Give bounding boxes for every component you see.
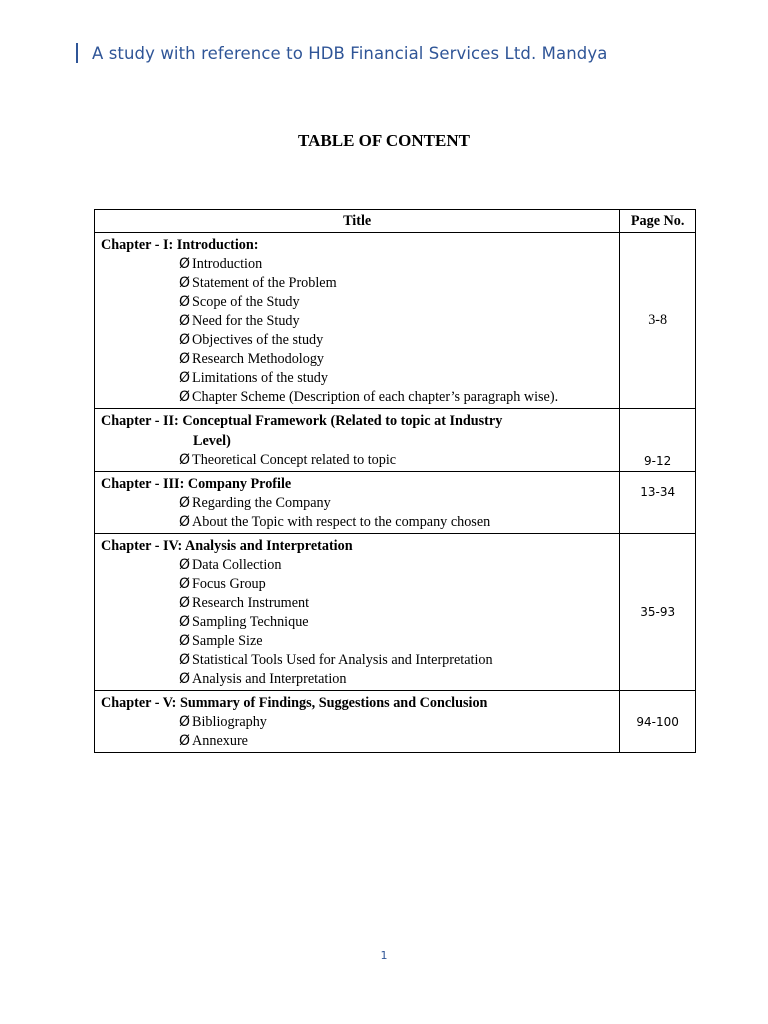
bullet-icon: Ø: [179, 351, 191, 367]
chapter-cell: [95, 472, 620, 534]
list-item: [101, 594, 619, 613]
header-accent-bar: [76, 43, 78, 63]
list-item: [101, 732, 619, 751]
list-item: [101, 369, 619, 388]
item-label: Chapter Scheme (Description of each chapter’s paragraph wise).: [192, 389, 559, 405]
bullet-icon: Ø: [179, 256, 191, 272]
list-item: [101, 575, 619, 594]
list-item: [101, 451, 619, 470]
bullet-icon: Ø: [179, 313, 191, 329]
item-label: Research Instrument: [192, 595, 310, 611]
list-item: [101, 513, 619, 532]
bullet-icon: Ø: [179, 557, 191, 573]
item-label: Bibliography: [192, 714, 267, 730]
bullet-icon: Ø: [179, 275, 191, 291]
chapter-title: Chapter - II: Conceptual Framework (Related to topic at Industry: [101, 413, 503, 429]
item-label: Theoretical Concept related to topic: [192, 452, 397, 468]
chapter-title: Chapter - III: Company Profile: [101, 476, 292, 492]
item-label: About the Topic with respect to the company chosen: [192, 514, 491, 530]
list-item: [101, 331, 619, 350]
bullet-icon: Ø: [179, 595, 191, 611]
item-label: Statistical Tools Used for Analysis and Interpretation: [192, 652, 493, 668]
page-range: 13-34: [620, 472, 696, 534]
bullet-icon: Ø: [179, 652, 191, 668]
list-item: [101, 613, 619, 632]
list-item: [101, 293, 619, 312]
list-item: [101, 350, 619, 369]
item-label: Sample Size: [192, 633, 263, 649]
header-text: A study with reference to HDB Financial Services Ltd. Mandya: [92, 43, 608, 63]
title-column-header: Title: [95, 210, 620, 233]
bullet-icon: Ø: [179, 495, 191, 511]
table-row: [95, 233, 696, 409]
page-range: 35-93: [620, 534, 696, 691]
list-item: [101, 274, 619, 293]
page-column-header: Page No.: [620, 210, 696, 233]
item-label: Annexure: [192, 733, 248, 749]
chapter-cell: [95, 409, 620, 472]
list-item: [101, 632, 619, 651]
table-row: [95, 691, 696, 753]
bullet-icon: Ø: [179, 576, 191, 592]
page-range: 9-12: [620, 409, 696, 472]
table-row: [95, 472, 696, 534]
bullet-icon: Ø: [179, 633, 191, 649]
chapter-cell: [95, 691, 620, 753]
item-label: Analysis and Interpretation: [192, 671, 347, 687]
item-label: Limitations of the study: [192, 370, 328, 386]
item-label: Need for the Study: [192, 313, 300, 329]
bullet-icon: Ø: [179, 370, 191, 386]
bullet-icon: Ø: [179, 294, 191, 310]
table-header-row: [95, 210, 696, 233]
bullet-icon: Ø: [179, 452, 191, 468]
item-label: Data Collection: [192, 557, 282, 573]
list-item: [101, 255, 619, 274]
page-range: 3-8: [620, 233, 696, 409]
chapter-title-continuation: Level): [193, 433, 231, 449]
list-item: [101, 312, 619, 331]
chapter-title: Chapter - IV: Analysis and Interpretation: [101, 538, 353, 554]
item-label: Statement of the Problem: [192, 275, 337, 291]
chapter-title: Chapter - I: Introduction:: [101, 237, 259, 253]
list-item: [101, 494, 619, 513]
running-header: [76, 42, 607, 64]
list-item: [101, 388, 619, 407]
bullet-icon: Ø: [179, 714, 191, 730]
table-row: [95, 409, 696, 472]
item-label: Focus Group: [192, 576, 266, 592]
table-row: [95, 534, 696, 691]
list-item: [101, 556, 619, 575]
page-range: 94-100: [620, 691, 696, 753]
document-title: TABLE OF CONTENT: [298, 131, 470, 150]
item-label: Introduction: [192, 256, 263, 272]
item-label: Research Methodology: [192, 351, 325, 367]
bullet-icon: Ø: [179, 733, 191, 749]
list-item: [101, 670, 619, 689]
item-label: Objectives of the study: [192, 332, 324, 348]
bullet-icon: Ø: [179, 332, 191, 348]
bullet-icon: Ø: [179, 389, 191, 405]
page-number: 1: [380, 949, 388, 962]
list-item: [101, 651, 619, 670]
list-item: [101, 713, 619, 732]
bullet-icon: Ø: [179, 614, 191, 630]
table-of-contents: [94, 209, 696, 753]
item-label: Scope of the Study: [192, 294, 300, 310]
chapter-cell: [95, 534, 620, 691]
bullet-icon: Ø: [179, 671, 191, 687]
chapter-cell: [95, 233, 620, 409]
chapter-title: Chapter - V: Summary of Findings, Suggestions and Conclusion: [101, 695, 488, 711]
item-label: Regarding the Company: [192, 495, 331, 511]
bullet-icon: Ø: [179, 514, 191, 530]
item-label: Sampling Technique: [192, 614, 309, 630]
